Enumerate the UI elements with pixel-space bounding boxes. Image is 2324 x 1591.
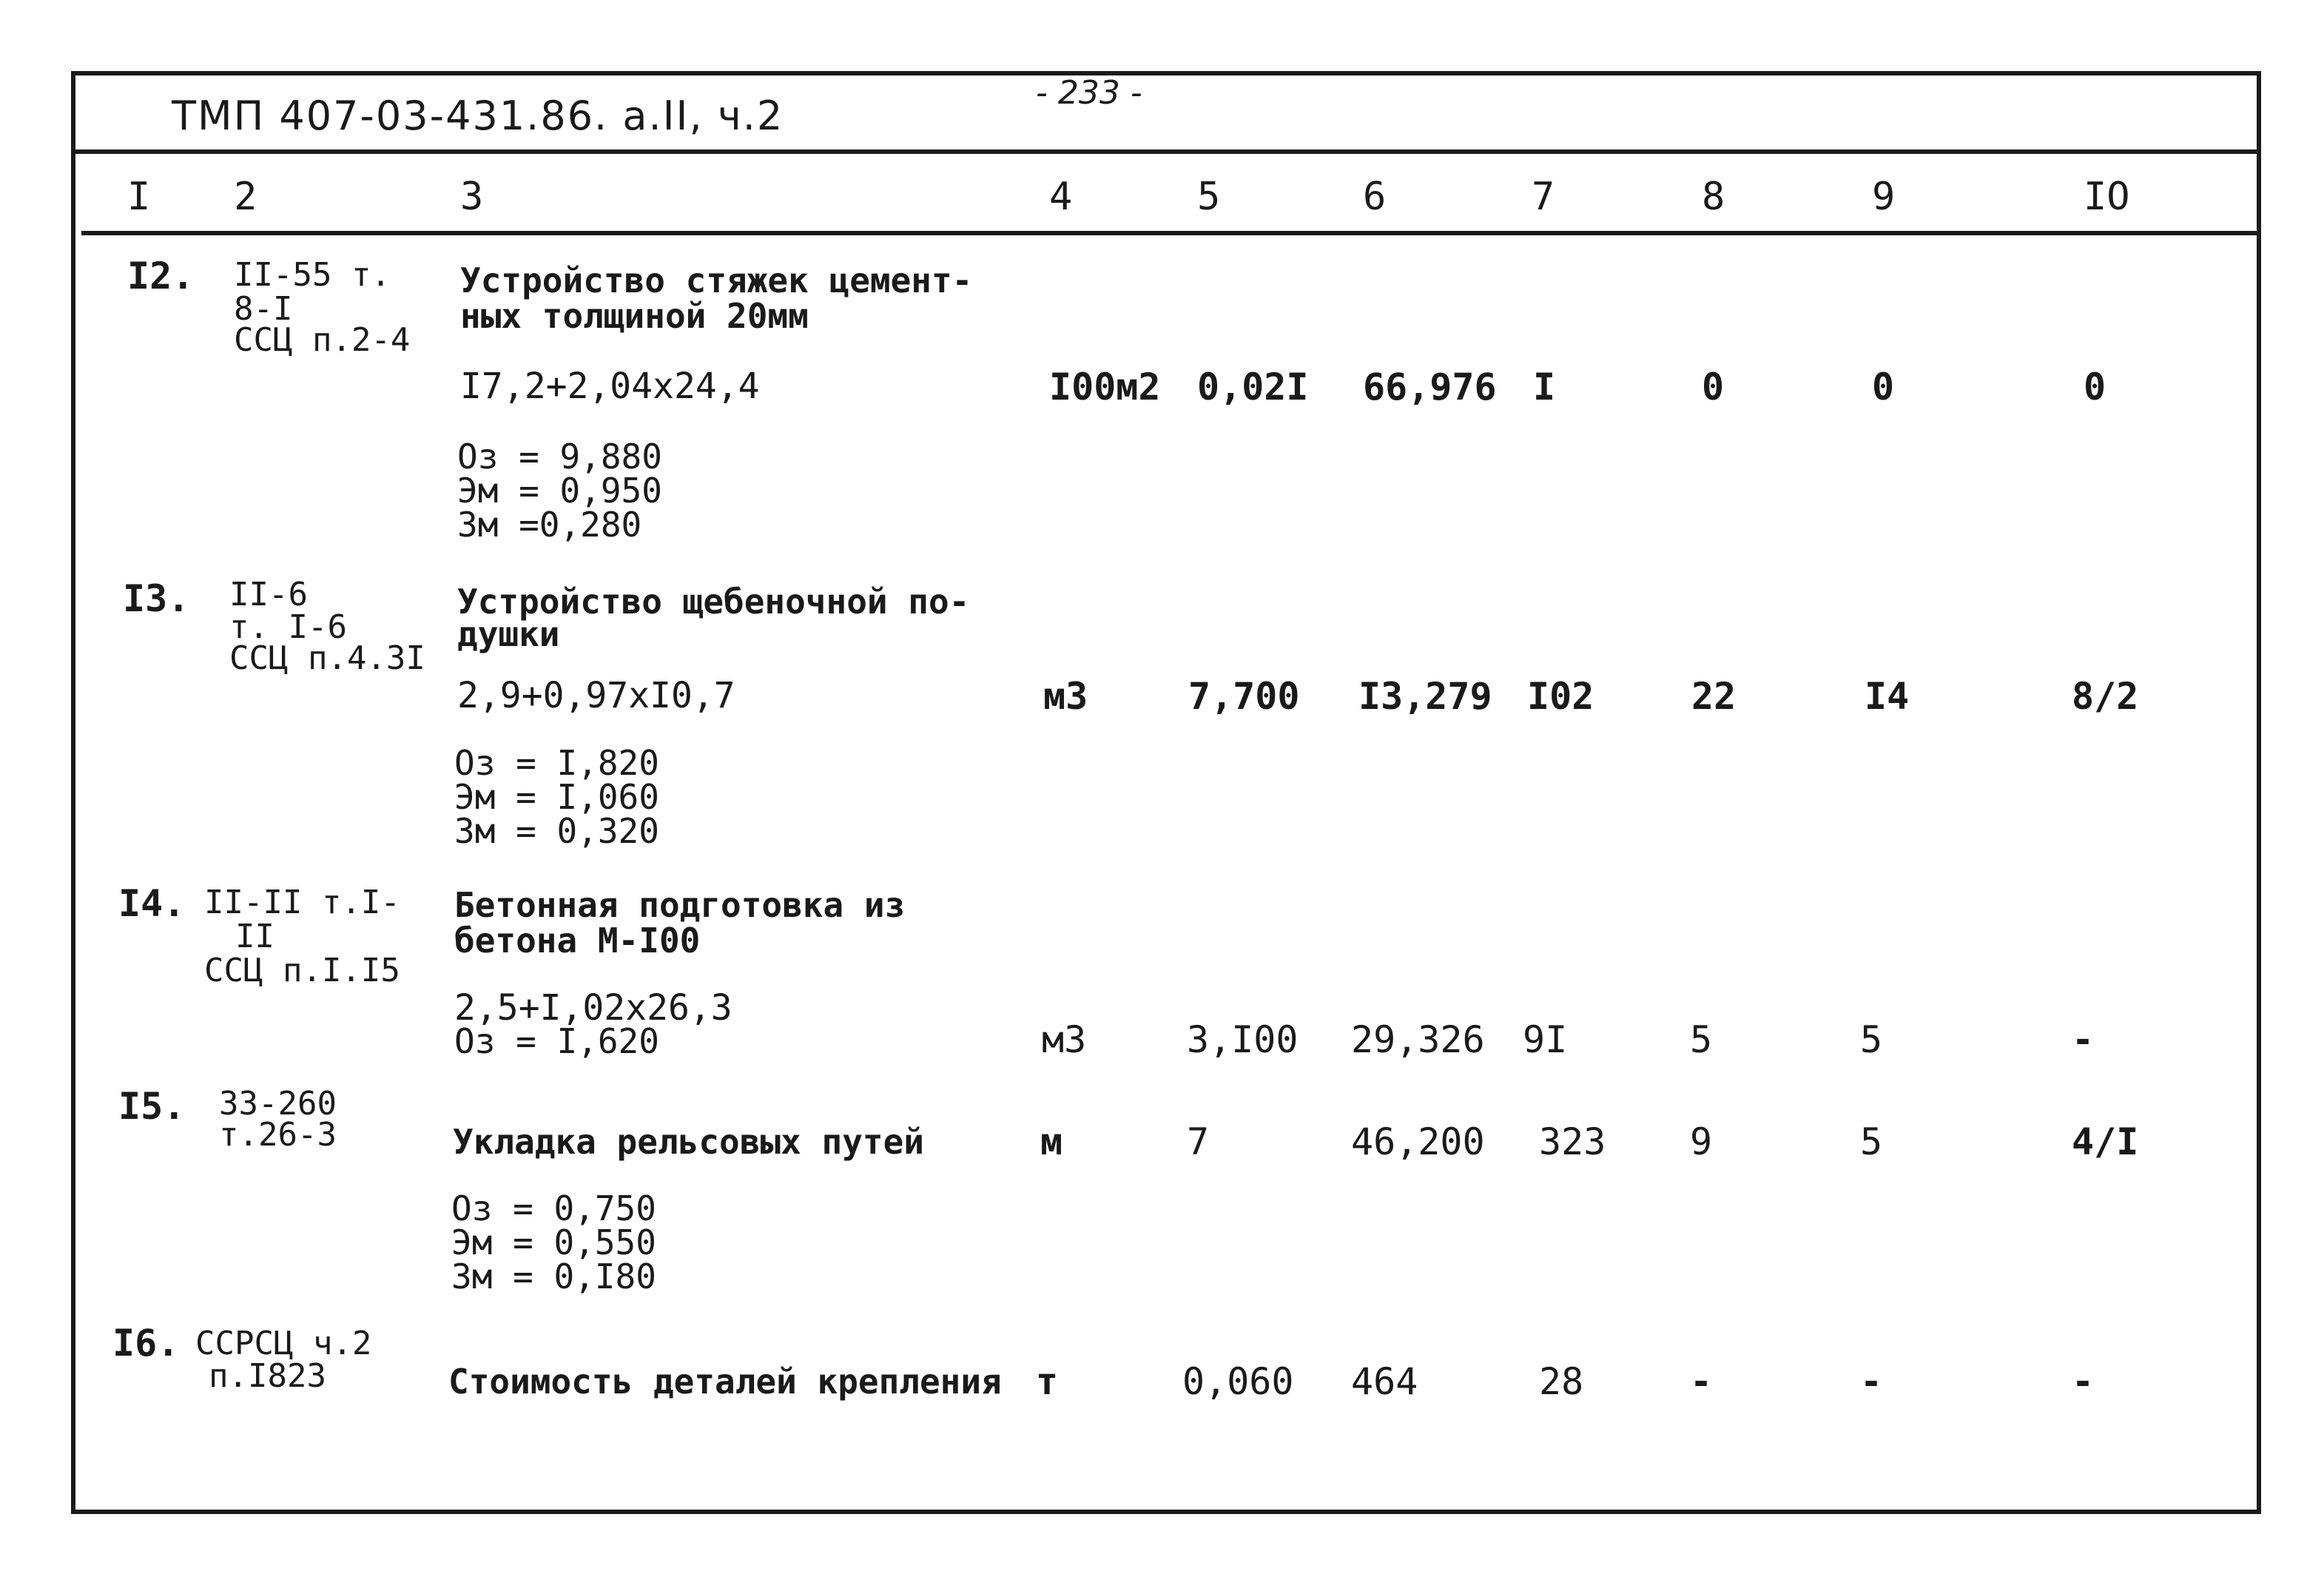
unit-cell: т [1036, 1360, 1059, 1403]
work-description: бетона М-I00 [454, 921, 701, 961]
quantity-cell: 7 [1187, 1120, 1210, 1163]
column-header-6: 6 [1363, 175, 1387, 219]
column-9-cell: 5 [1860, 1018, 1883, 1061]
coefficient: Зм = 0,320 [454, 811, 659, 851]
work-description: Устройство стяжек цемент- [460, 260, 973, 300]
column-9-cell: I4 [1865, 675, 1910, 718]
column-10-cell: 0 [2084, 366, 2106, 408]
coefficient: Зм =0,280 [457, 505, 642, 545]
work-description: Стоимость деталей крепления [448, 1362, 1002, 1402]
unit-cell: м [1040, 1120, 1063, 1163]
coefficient: Оз = 0,750 [451, 1188, 656, 1228]
norm-code: 33-260 [219, 1085, 337, 1123]
column-header-9: 9 [1872, 175, 1896, 219]
column-header-1: I [127, 175, 151, 219]
work-description: душки [457, 614, 560, 654]
column-header-2: 2 [234, 175, 257, 219]
unit-price-cell: I3,279 [1358, 675, 1492, 718]
norm-code: II [235, 918, 274, 955]
row-number: I5. [118, 1085, 186, 1128]
norm-code: т.26-3 [219, 1116, 337, 1154]
column-header-4: 4 [1049, 175, 1073, 219]
work-description: ных толщиной 20мм [460, 296, 809, 336]
norm-code: II-6 [229, 576, 308, 613]
norm-code: ССЦ п.I.I5 [204, 952, 400, 989]
column-10-cell: - [2072, 1018, 2095, 1061]
quantity-cell: 3,I00 [1187, 1018, 1299, 1061]
norm-code: т. I-6 [229, 608, 347, 646]
column-header-8: 8 [1702, 175, 1725, 219]
row-number: I4. [118, 882, 186, 925]
document-frame [71, 71, 2261, 1514]
quantity-cell: 0,02I [1197, 366, 1309, 408]
document-title: ТМП 407-03-431.86. а.II, ч.2 [172, 92, 784, 139]
quantity-cell: 7,700 [1188, 675, 1300, 718]
column-10-cell: 8/2 [2072, 675, 2139, 718]
column-10-cell: - [2072, 1360, 2095, 1403]
norm-code: ССЦ п.4.3I [229, 639, 425, 677]
column-7-cell: I02 [1527, 675, 1594, 718]
unit-cell: м3 [1043, 675, 1088, 718]
work-description: Устройство щебеночной по- [457, 582, 970, 622]
column-9-cell: - [1860, 1360, 1883, 1403]
work-description: Бетонная подготовка из [454, 885, 906, 925]
column-7-cell: 323 [1539, 1120, 1606, 1163]
column-header-7: 7 [1532, 175, 1555, 219]
quantity-formula: 2,5+I,02x26,3 [454, 987, 732, 1029]
coefficient: Эм = I,060 [454, 777, 659, 817]
quantity-formula: 2,9+0,97xI0,7 [457, 675, 735, 716]
column-header-5: 5 [1197, 175, 1221, 219]
norm-code: II-II т.I- [204, 884, 400, 921]
page-number: - 233 - [1036, 74, 1142, 112]
column-8-cell: 9 [1690, 1120, 1713, 1163]
header-divider-bottom [81, 231, 2261, 235]
row-number: I6. [112, 1322, 180, 1365]
column-8-cell: 5 [1690, 1018, 1713, 1061]
coefficient: Оз = I,620 [454, 1021, 659, 1061]
header-divider-top [71, 149, 2261, 154]
unit-cell: I00м2 [1049, 366, 1161, 408]
column-7-cell: 9I [1523, 1018, 1568, 1061]
column-header-10: IO [2084, 175, 2130, 219]
column-9-cell: 0 [1872, 366, 1895, 408]
unit-cell: м3 [1042, 1018, 1087, 1061]
coefficient: Зм = 0,I80 [451, 1257, 656, 1296]
column-8-cell: - [1690, 1360, 1713, 1403]
quantity-cell: 0,060 [1182, 1360, 1294, 1403]
coefficient: Оз = 9,880 [457, 437, 662, 477]
coefficient: Эм = 0,950 [457, 471, 662, 511]
unit-price-cell: 66,976 [1363, 366, 1497, 408]
norm-code: п.I823 [209, 1357, 326, 1395]
column-9-cell: 5 [1860, 1120, 1883, 1163]
column-8-cell: 22 [1691, 675, 1737, 718]
column-7-cell: 28 [1539, 1360, 1584, 1403]
unit-price-cell: 46,200 [1351, 1120, 1485, 1163]
work-description: Укладка рельсовых путей [453, 1122, 924, 1162]
column-7-cell: I [1533, 366, 1556, 408]
norm-code: ССЦ п.2-4 [234, 321, 411, 359]
row-number: I3. [123, 577, 190, 620]
column-header-3: 3 [460, 175, 484, 219]
column-10-cell: 4/I [2072, 1120, 2139, 1163]
unit-price-cell: 464 [1351, 1360, 1418, 1403]
coefficient: Эм = 0,550 [451, 1222, 656, 1262]
norm-code: 8-I [234, 290, 293, 328]
norm-code: II-55 т. [234, 256, 391, 294]
norm-code: ССРСЦ ч.2 [195, 1325, 372, 1362]
unit-price-cell: 29,326 [1351, 1018, 1485, 1061]
row-number: I2. [127, 255, 195, 297]
quantity-formula: I7,2+2,04x24,4 [460, 366, 760, 407]
coefficient: Оз = I,820 [454, 743, 659, 783]
column-8-cell: 0 [1702, 366, 1725, 408]
